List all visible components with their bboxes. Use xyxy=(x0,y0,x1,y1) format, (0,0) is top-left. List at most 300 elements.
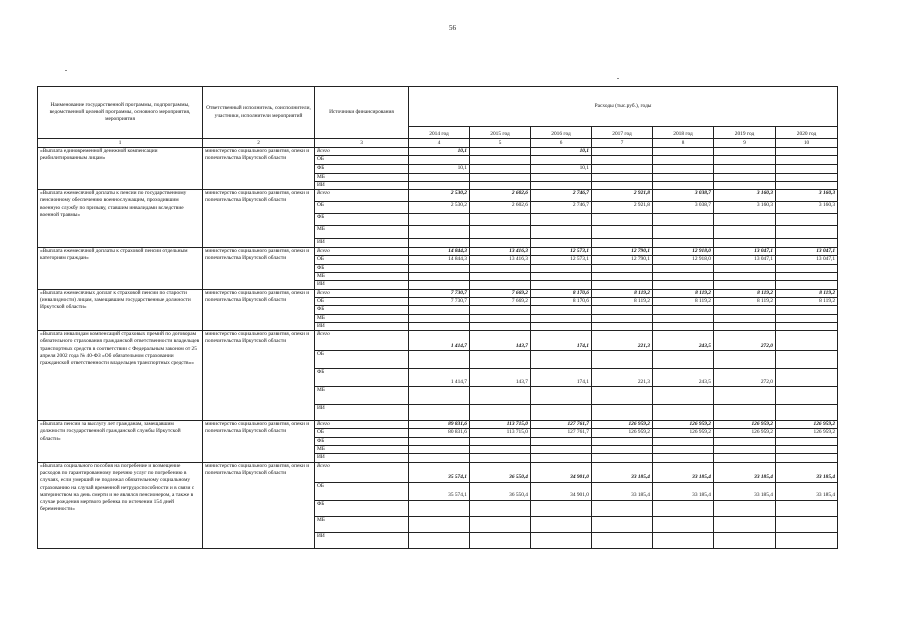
value-cell: 221,3 xyxy=(592,331,653,351)
value-cell xyxy=(470,181,531,189)
value-cell: 89 831,6 xyxy=(409,421,470,429)
value-cell xyxy=(776,264,838,272)
funding-source-cell: ОБ xyxy=(315,202,409,214)
value-cell xyxy=(531,351,592,369)
value-cell: 126 959,2 xyxy=(653,429,714,437)
value-cell: 12 790,1 xyxy=(592,248,653,256)
scan-speck xyxy=(65,70,67,71)
value-cell xyxy=(409,500,470,516)
value-cell: 36 550,4 xyxy=(470,462,531,482)
funding-source-cell: ФБ xyxy=(315,164,409,173)
funding-source-cell: ФБ xyxy=(315,264,409,272)
program-name-cell: «Выплата ежемесячных доплат к страховой пенсии по старости (инвалидности) лицам, замещавшим государственные должности Иркутской области» xyxy=(38,289,203,330)
value-cell xyxy=(409,226,470,239)
value-cell xyxy=(409,446,470,454)
program-name-cell: «Выплата единовременной денежной компенсации реабилитированным лицам» xyxy=(38,148,203,190)
value-cell: 126 959,2 xyxy=(776,421,838,429)
value-cell xyxy=(653,322,714,330)
value-cell xyxy=(653,405,714,421)
funding-source-cell: Всего xyxy=(315,462,409,482)
value-cell xyxy=(470,532,531,548)
value-cell xyxy=(409,273,470,281)
value-cell xyxy=(653,516,714,532)
value-cell xyxy=(470,322,531,330)
value-cell xyxy=(714,351,776,369)
value-cell xyxy=(470,387,531,405)
value-cell xyxy=(714,437,776,445)
value-cell xyxy=(592,226,653,239)
value-cell xyxy=(470,405,531,421)
executor-cell: министерство социального развития, опеки и попечительства Иркутской области xyxy=(203,148,315,190)
value-cell xyxy=(714,405,776,421)
value-cell xyxy=(409,173,470,181)
value-cell xyxy=(653,500,714,516)
value-cell: 3 160,3 xyxy=(714,190,776,202)
value-cell xyxy=(714,532,776,548)
value-cell xyxy=(470,500,531,516)
funding-source-cell: МБ xyxy=(315,516,409,532)
value-cell xyxy=(409,387,470,405)
funding-source-cell: ФБ xyxy=(315,369,409,387)
value-cell xyxy=(409,322,470,330)
value-cell xyxy=(592,181,653,189)
value-cell xyxy=(714,322,776,330)
value-cell xyxy=(470,148,531,156)
value-cell: 7 730,7 xyxy=(409,297,470,305)
value-cell xyxy=(776,369,838,387)
value-cell xyxy=(653,214,714,226)
value-cell: 34 901,0 xyxy=(531,462,592,482)
value-cell: 8 119,2 xyxy=(776,289,838,297)
table-row xyxy=(38,148,838,156)
funding-source-cell: ИИ xyxy=(315,181,409,189)
value-cell xyxy=(653,281,714,289)
value-cell: 12 918,0 xyxy=(653,248,714,256)
executor-cell: министерство социального развития, опеки и попечительства Иркутской области xyxy=(203,248,315,289)
value-cell xyxy=(531,281,592,289)
value-cell: 33 185,4 xyxy=(776,482,838,500)
value-cell xyxy=(470,273,531,281)
table-row xyxy=(38,331,838,351)
value-cell: 243,5 xyxy=(653,331,714,351)
value-cell xyxy=(653,454,714,462)
value-cell: 3 160,3 xyxy=(776,202,838,214)
value-cell xyxy=(776,281,838,289)
value-cell xyxy=(776,239,838,248)
expenses-table xyxy=(37,86,838,549)
value-cell xyxy=(653,181,714,189)
value-cell: 14 844,3 xyxy=(409,256,470,264)
program-name-cell: «Выплата ежемесячной доплаты к страховой пенсии отдельным категориям граждан» xyxy=(38,248,203,289)
funding-source-cell: ИИ xyxy=(315,322,409,330)
value-cell xyxy=(776,331,838,351)
value-cell xyxy=(653,164,714,173)
value-cell xyxy=(531,156,592,164)
value-cell: 7 669,2 xyxy=(470,289,531,297)
value-cell xyxy=(653,437,714,445)
value-cell: 35 574,1 xyxy=(409,462,470,482)
table-row xyxy=(38,248,838,256)
value-cell xyxy=(592,387,653,405)
value-cell xyxy=(409,351,470,369)
value-cell xyxy=(470,226,531,239)
value-cell xyxy=(592,405,653,421)
value-cell xyxy=(592,173,653,181)
value-cell xyxy=(409,516,470,532)
value-cell xyxy=(470,437,531,445)
value-cell xyxy=(653,532,714,548)
value-cell xyxy=(409,306,470,314)
value-cell xyxy=(776,516,838,532)
value-cell xyxy=(470,306,531,314)
value-cell: 33 185,4 xyxy=(592,462,653,482)
header-column-number: 6 xyxy=(531,139,592,148)
value-cell: 126 959,2 xyxy=(714,421,776,429)
value-cell: 10,1 xyxy=(531,148,592,156)
value-cell xyxy=(776,387,838,405)
value-cell xyxy=(531,181,592,189)
value-cell xyxy=(776,164,838,173)
header-column-number: 10 xyxy=(776,139,838,148)
value-cell: 13 416,3 xyxy=(470,256,531,264)
value-cell xyxy=(714,454,776,462)
header-column-number: 8 xyxy=(653,139,714,148)
value-cell xyxy=(714,446,776,454)
value-cell xyxy=(592,322,653,330)
value-cell xyxy=(409,405,470,421)
value-cell: 3 160,3 xyxy=(714,202,776,214)
value-cell xyxy=(470,214,531,226)
value-cell: 33 185,4 xyxy=(653,462,714,482)
value-cell xyxy=(531,322,592,330)
value-cell: 143,7 xyxy=(470,331,531,351)
header-column-number: 2 xyxy=(203,139,315,148)
header-expenses: Расходы (тыс.руб.), годы xyxy=(409,87,838,127)
value-cell xyxy=(653,226,714,239)
value-cell xyxy=(653,173,714,181)
value-cell: 10,1 xyxy=(531,164,592,173)
value-cell xyxy=(409,181,470,189)
value-cell: 8 119,2 xyxy=(714,297,776,305)
funding-source-cell: Всего xyxy=(315,190,409,202)
value-cell xyxy=(470,314,531,322)
value-cell xyxy=(714,273,776,281)
value-cell: 7 730,7 xyxy=(409,289,470,297)
value-cell: 2 602,6 xyxy=(470,190,531,202)
program-name-cell: «Выплата инвалидам компенсаций страховых премий по договорам обязательного страхования гражданской ответственности владельцев транспортных средств в соответствии с Федеральным законом от 25 апреля 2002 года № 40-ФЗ «Об обязательном страховании гражданской ответственности владельцев транспортных средств»» xyxy=(38,331,203,421)
funding-source-cell: МБ xyxy=(315,173,409,181)
program-name-cell: «Выплата пенсии за выслугу лет гражданам, замещавшим должности государственной гражданской службы Иркутской области» xyxy=(38,421,203,462)
value-cell xyxy=(531,437,592,445)
funding-source-cell: Всего xyxy=(315,289,409,297)
value-cell: 13 047,1 xyxy=(776,248,838,256)
value-cell xyxy=(409,214,470,226)
value-cell: 174,1 xyxy=(531,369,592,387)
value-cell xyxy=(776,532,838,548)
value-cell: 113 715,0 xyxy=(470,421,531,429)
value-cell xyxy=(531,306,592,314)
value-cell xyxy=(592,446,653,454)
value-cell xyxy=(776,156,838,164)
value-cell xyxy=(714,239,776,248)
header-column-number: 7 xyxy=(592,139,653,148)
funding-source-cell: ОБ xyxy=(315,256,409,264)
value-cell xyxy=(531,454,592,462)
funding-source-cell: ФБ xyxy=(315,437,409,445)
header-year: 2020 год xyxy=(776,127,838,139)
value-cell xyxy=(714,306,776,314)
value-cell xyxy=(531,516,592,532)
value-cell: 8 170,6 xyxy=(531,297,592,305)
funding-source-cell: Всего xyxy=(315,331,409,351)
value-cell: 2 921,8 xyxy=(592,190,653,202)
value-cell xyxy=(531,446,592,454)
value-cell xyxy=(776,500,838,516)
funding-source-cell: ФБ xyxy=(315,500,409,516)
funding-source-cell: ФБ xyxy=(315,306,409,314)
value-cell xyxy=(714,214,776,226)
value-cell xyxy=(531,387,592,405)
funding-source-cell: ОБ xyxy=(315,297,409,305)
value-cell: 33 185,4 xyxy=(653,482,714,500)
value-cell xyxy=(714,500,776,516)
value-cell: 8 119,2 xyxy=(592,289,653,297)
value-cell: 8 119,2 xyxy=(714,289,776,297)
value-cell: 1 414,7 xyxy=(409,369,470,387)
value-cell xyxy=(714,264,776,272)
header-year: 2018 год xyxy=(653,127,714,139)
value-cell: 10,1 xyxy=(409,148,470,156)
value-cell xyxy=(714,173,776,181)
header-column-number: 5 xyxy=(470,139,531,148)
value-cell: 272,0 xyxy=(714,331,776,351)
value-cell xyxy=(776,437,838,445)
value-cell: 13 047,1 xyxy=(714,248,776,256)
value-cell xyxy=(653,264,714,272)
funding-source-cell: Всего xyxy=(315,148,409,156)
value-cell: 10,1 xyxy=(409,164,470,173)
value-cell xyxy=(409,239,470,248)
scan-speck xyxy=(617,78,619,79)
header-year: 2016 год xyxy=(531,127,592,139)
page-number: 56 xyxy=(449,24,456,32)
value-cell xyxy=(470,173,531,181)
value-cell: 33 185,4 xyxy=(592,482,653,500)
value-cell: 3 160,3 xyxy=(776,190,838,202)
value-cell xyxy=(776,454,838,462)
funding-source-cell: ИИ xyxy=(315,532,409,548)
value-cell: 1 414,7 xyxy=(409,331,470,351)
value-cell xyxy=(592,264,653,272)
value-cell xyxy=(409,156,470,164)
value-cell xyxy=(653,156,714,164)
value-cell xyxy=(776,446,838,454)
value-cell xyxy=(776,405,838,421)
value-cell: 13 047,1 xyxy=(714,256,776,264)
value-cell: 13 416,3 xyxy=(470,248,531,256)
funding-source-cell: ИИ xyxy=(315,454,409,462)
value-cell xyxy=(776,226,838,239)
value-cell xyxy=(776,181,838,189)
value-cell xyxy=(776,314,838,322)
value-cell xyxy=(653,148,714,156)
value-cell xyxy=(470,516,531,532)
value-cell: 33 185,4 xyxy=(776,462,838,482)
table-row xyxy=(38,289,838,297)
funding-source-cell: ОБ xyxy=(315,482,409,500)
funding-source-cell: ФБ xyxy=(315,214,409,226)
value-cell xyxy=(592,314,653,322)
value-cell: 2 921,8 xyxy=(592,202,653,214)
value-cell xyxy=(714,148,776,156)
header-program-name: Наименование государственной программы, подпрограммы, ведомственной целевой программы, основного мероприятия, мероприятия xyxy=(38,87,203,139)
value-cell xyxy=(714,314,776,322)
funding-source-cell: ОБ xyxy=(315,429,409,437)
value-cell xyxy=(714,164,776,173)
value-cell xyxy=(592,273,653,281)
value-cell: 127 761,7 xyxy=(531,429,592,437)
value-cell: 126 959,2 xyxy=(714,429,776,437)
value-cell: 174,1 xyxy=(531,331,592,351)
value-cell: 12 790,1 xyxy=(592,256,653,264)
value-cell xyxy=(592,306,653,314)
value-cell: 8 119,2 xyxy=(653,289,714,297)
value-cell: 126 959,2 xyxy=(776,429,838,437)
funding-source-cell: ИИ xyxy=(315,281,409,289)
funding-source-cell: Всего xyxy=(315,421,409,429)
value-cell: 8 119,2 xyxy=(653,297,714,305)
value-cell xyxy=(592,437,653,445)
value-cell xyxy=(531,226,592,239)
value-cell xyxy=(409,281,470,289)
value-cell: 12 573,1 xyxy=(531,256,592,264)
executor-cell: министерство социального развития, опеки и попечительства Иркутской области xyxy=(203,421,315,462)
value-cell xyxy=(592,239,653,248)
value-cell: 126 959,2 xyxy=(653,421,714,429)
executor-cell: министерство социального развития, опеки и попечительства Иркутской области xyxy=(203,289,315,330)
value-cell xyxy=(592,500,653,516)
value-cell xyxy=(470,156,531,164)
value-cell xyxy=(776,351,838,369)
value-cell: 7 669,2 xyxy=(470,297,531,305)
program-name-cell: «Выплата ежемесячной доплаты к пенсии по государственному пенсионному обеспечению военнослужащим, проходившим военную службу по призыву, ставшим инвалидами вследствие военной травмы» xyxy=(38,190,203,248)
value-cell xyxy=(653,306,714,314)
value-cell xyxy=(714,181,776,189)
value-cell: 12 918,0 xyxy=(653,256,714,264)
value-cell: 243,5 xyxy=(653,369,714,387)
header-column-number: 4 xyxy=(409,139,470,148)
value-cell xyxy=(531,214,592,226)
value-cell xyxy=(776,322,838,330)
value-cell xyxy=(470,446,531,454)
funding-source-cell: МБ xyxy=(315,446,409,454)
value-cell: 80 831,6 xyxy=(409,429,470,437)
value-cell xyxy=(592,351,653,369)
value-cell xyxy=(409,454,470,462)
value-cell: 2 746,7 xyxy=(531,202,592,214)
value-cell xyxy=(592,214,653,226)
value-cell xyxy=(592,148,653,156)
value-cell: 8 170,6 xyxy=(531,289,592,297)
funding-source-cell: ИИ xyxy=(315,239,409,248)
table-row xyxy=(38,462,838,482)
funding-source-cell: ИИ xyxy=(315,405,409,421)
value-cell xyxy=(653,446,714,454)
value-cell: 2 746,7 xyxy=(531,190,592,202)
value-cell xyxy=(531,500,592,516)
value-cell xyxy=(592,164,653,173)
value-cell xyxy=(470,351,531,369)
value-cell xyxy=(714,387,776,405)
value-cell: 2 602,6 xyxy=(470,202,531,214)
value-cell xyxy=(531,314,592,322)
value-cell: 143,7 xyxy=(470,369,531,387)
value-cell xyxy=(776,148,838,156)
value-cell xyxy=(409,437,470,445)
executor-cell: министерство социального развития, опеки и попечительства Иркутской области xyxy=(203,190,315,248)
value-cell: 2 530,2 xyxy=(409,190,470,202)
value-cell xyxy=(531,239,592,248)
value-cell xyxy=(531,532,592,548)
value-cell xyxy=(653,239,714,248)
value-cell: 34 901,0 xyxy=(531,482,592,500)
value-cell: 272,0 xyxy=(714,369,776,387)
value-cell: 113 715,0 xyxy=(470,429,531,437)
value-cell xyxy=(470,454,531,462)
header-column-number: 9 xyxy=(714,139,776,148)
value-cell xyxy=(592,281,653,289)
value-cell: 126 959,2 xyxy=(592,429,653,437)
value-cell xyxy=(470,264,531,272)
value-cell xyxy=(470,281,531,289)
value-cell xyxy=(653,273,714,281)
executor-cell: министерство социального развития, опеки и попечительства Иркутской области xyxy=(203,331,315,421)
value-cell xyxy=(776,273,838,281)
value-cell xyxy=(776,214,838,226)
value-cell: 2 530,2 xyxy=(409,202,470,214)
funding-source-cell: МБ xyxy=(315,387,409,405)
funding-source-cell: ОБ xyxy=(315,156,409,164)
value-cell: 8 119,2 xyxy=(592,297,653,305)
value-cell: 13 047,1 xyxy=(776,256,838,264)
value-cell xyxy=(653,387,714,405)
value-cell: 221,3 xyxy=(592,369,653,387)
value-cell: 3 038,7 xyxy=(653,202,714,214)
header-year: 2017 год xyxy=(592,127,653,139)
funding-source-cell: ОБ xyxy=(315,351,409,369)
program-name-cell: «Выплата социального пособия на погребение и возмещение расходов по гарантированному перечню услуг по погребению в случаях, если умерший не подлежал обязательному социальному страхованию на случай временной нетрудоспособности и в связи с материнством на день смерти и не являлся пенсионером, а также в случае рождения мертвого ребенка по истечении 154 дней беременности» xyxy=(38,462,203,548)
funding-source-cell: МБ xyxy=(315,226,409,239)
header-year: 2015 год xyxy=(470,127,531,139)
value-cell xyxy=(776,306,838,314)
header-funding-source: Источники финансирования xyxy=(315,87,409,139)
value-cell xyxy=(714,156,776,164)
value-cell xyxy=(531,264,592,272)
value-cell xyxy=(531,173,592,181)
value-cell: 14 844,3 xyxy=(409,248,470,256)
value-cell xyxy=(592,532,653,548)
executor-cell: министерство социального развития, опеки и попечительства Иркутской области xyxy=(203,462,315,548)
value-cell xyxy=(409,314,470,322)
value-cell: 33 185,4 xyxy=(714,462,776,482)
table-row xyxy=(38,421,838,429)
header-year: 2014 год xyxy=(409,127,470,139)
header-year: 2019 год xyxy=(714,127,776,139)
funding-source-cell: МБ xyxy=(315,273,409,281)
value-cell xyxy=(470,164,531,173)
value-cell xyxy=(592,454,653,462)
value-cell xyxy=(653,314,714,322)
